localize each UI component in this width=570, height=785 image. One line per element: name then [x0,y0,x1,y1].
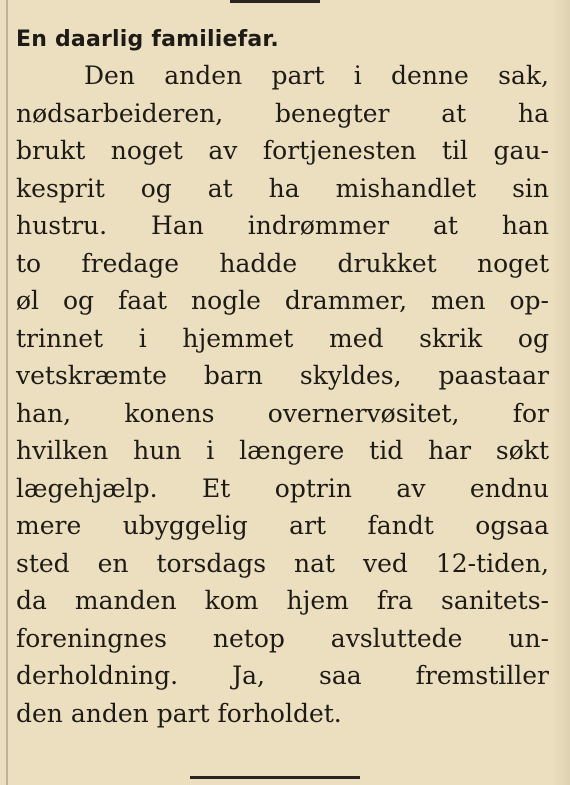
article-line: mere ubyggelig art fandt ogsaa [16,511,549,540]
article-line: lægehjælp. Et optrin av endnu [16,473,549,503]
paper-edge-shade [552,0,570,785]
article-line: kesprit og at ha mishandlet sin [16,173,549,203]
article-line: Den anden part i denne sak, [84,61,549,90]
top-separator-rule [230,0,320,3]
article-line: sted en torsdags nat ved 12-tiden, [16,548,549,578]
article-headline: En daarlig familiefar. [16,27,279,52]
article-line: øl og faat nogle drammer, men op- [16,286,549,315]
article-line: hustru. Han indrømmer at han [16,211,549,240]
article-line: derholdning. Ja, saa fremstiller [16,661,549,690]
bottom-separator-rule [190,776,360,779]
article-line: da manden kom hjem fra sanitets- [16,586,549,615]
article-line: vetskræmte barn skyldes, paastaar [16,361,549,390]
article-line: foreningnes netop avsluttede un- [16,623,549,653]
article-line: den anden part forholdet. [16,698,342,728]
article-line: trinnet i hjemmet med skrik og [16,323,549,353]
article-line: brukt noget av fortjenesten til gau- [16,136,549,165]
column-edge [6,0,8,785]
article-line: to fredage hadde drukket noget [16,248,549,278]
article-body [16,57,549,732]
article-line: hvilken hun i længere tid har søkt [16,436,549,465]
article-line: nødsarbeideren, benegter at ha [16,98,549,128]
article-line: han, konens overnervøsitet, for [16,398,549,428]
